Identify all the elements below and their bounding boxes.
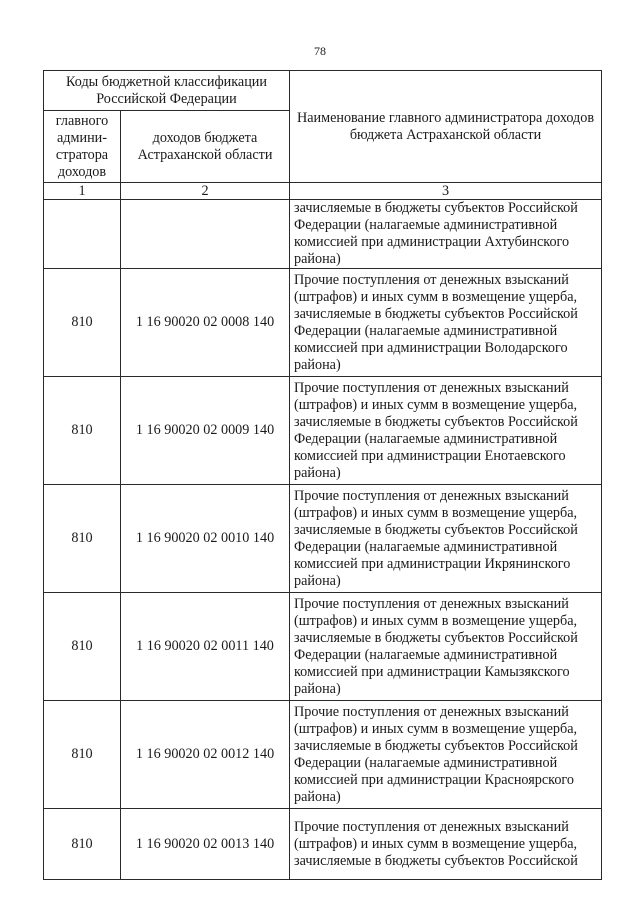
- name-cell: зачисляемые в бюджеты субъектов Российской Федерации (налагаемые административной комиссией при администрации Ахтубинского района): [290, 200, 602, 269]
- name-cell: Прочие поступления от денежных взысканий (штрафов) и иных сумм в возмещение ущерба, зачисляемые в бюджеты субъектов Российской Федерации (налагаемые административной комиссией при администрации Володарского района): [290, 269, 602, 377]
- admin-code-cell: 810: [44, 485, 121, 593]
- table-row: [44, 377, 602, 485]
- budget-code-cell: [121, 200, 290, 269]
- table-row: [44, 809, 602, 880]
- header-group-title: Коды бюджетной классификации Российской Федерации: [44, 71, 290, 111]
- name-cell: Прочие поступления от денежных взысканий (штрафов) и иных сумм в возмещение ущерба, зачисляемые в бюджеты субъектов Российской Федерации (налагаемые административной комиссией при администрации Красноярского района): [290, 701, 602, 809]
- column-number-1: 1: [44, 183, 121, 200]
- budget-code-cell: 1 16 90020 02 0009 140: [121, 377, 290, 485]
- page-number: 78: [314, 44, 326, 58]
- budget-code-cell: 1 16 90020 02 0008 140: [121, 269, 290, 377]
- header-name-column: Наименование главного администратора доходов бюджета Астраханской области: [290, 71, 602, 183]
- admin-code-cell: 810: [44, 809, 121, 880]
- admin-code-cell: 810: [44, 377, 121, 485]
- admin-code-cell: 810: [44, 269, 121, 377]
- table-row: [44, 701, 602, 809]
- table-header-row: [44, 71, 602, 111]
- header-income-column: доходов бюджета Астраханской области: [121, 111, 290, 183]
- table-row: [44, 200, 602, 269]
- name-cell: Прочие поступления от денежных взысканий (штрафов) и иных сумм в возмещение ущерба, зачисляемые в бюджеты субъектов Российской: [290, 809, 602, 880]
- header-admin-column: главного админи-стратора доходов: [44, 111, 121, 183]
- budget-code-cell: 1 16 90020 02 0011 140: [121, 593, 290, 701]
- column-number-2: 2: [121, 183, 290, 200]
- admin-code-cell: 810: [44, 701, 121, 809]
- table-row: [44, 485, 602, 593]
- name-cell: Прочие поступления от денежных взысканий (штрафов) и иных сумм в возмещение ущерба, зачисляемые в бюджеты субъектов Российской Федерации (налагаемые административной комиссией при администрации Камызякского района): [290, 593, 602, 701]
- budget-code-cell: 1 16 90020 02 0010 140: [121, 485, 290, 593]
- table-row: [44, 269, 602, 377]
- budget-code-cell: 1 16 90020 02 0013 140: [121, 809, 290, 880]
- budget-code-cell: 1 16 90020 02 0012 140: [121, 701, 290, 809]
- column-number-3: 3: [290, 183, 602, 200]
- column-numbers-row: [44, 183, 602, 200]
- name-cell: Прочие поступления от денежных взысканий (штрафов) и иных сумм в возмещение ущерба, зачисляемые в бюджеты субъектов Российской Федерации (налагаемые административной комиссией при администрации Икрянинского района): [290, 485, 602, 593]
- budget-classification-table: [43, 70, 602, 880]
- admin-code-cell: 810: [44, 593, 121, 701]
- admin-code-cell: [44, 200, 121, 269]
- name-cell: Прочие поступления от денежных взысканий (штрафов) и иных сумм в возмещение ущерба, зачисляемые в бюджеты субъектов Российской Федерации (налагаемые административной комиссией при администрации Енотаевского района): [290, 377, 602, 485]
- table-row: [44, 593, 602, 701]
